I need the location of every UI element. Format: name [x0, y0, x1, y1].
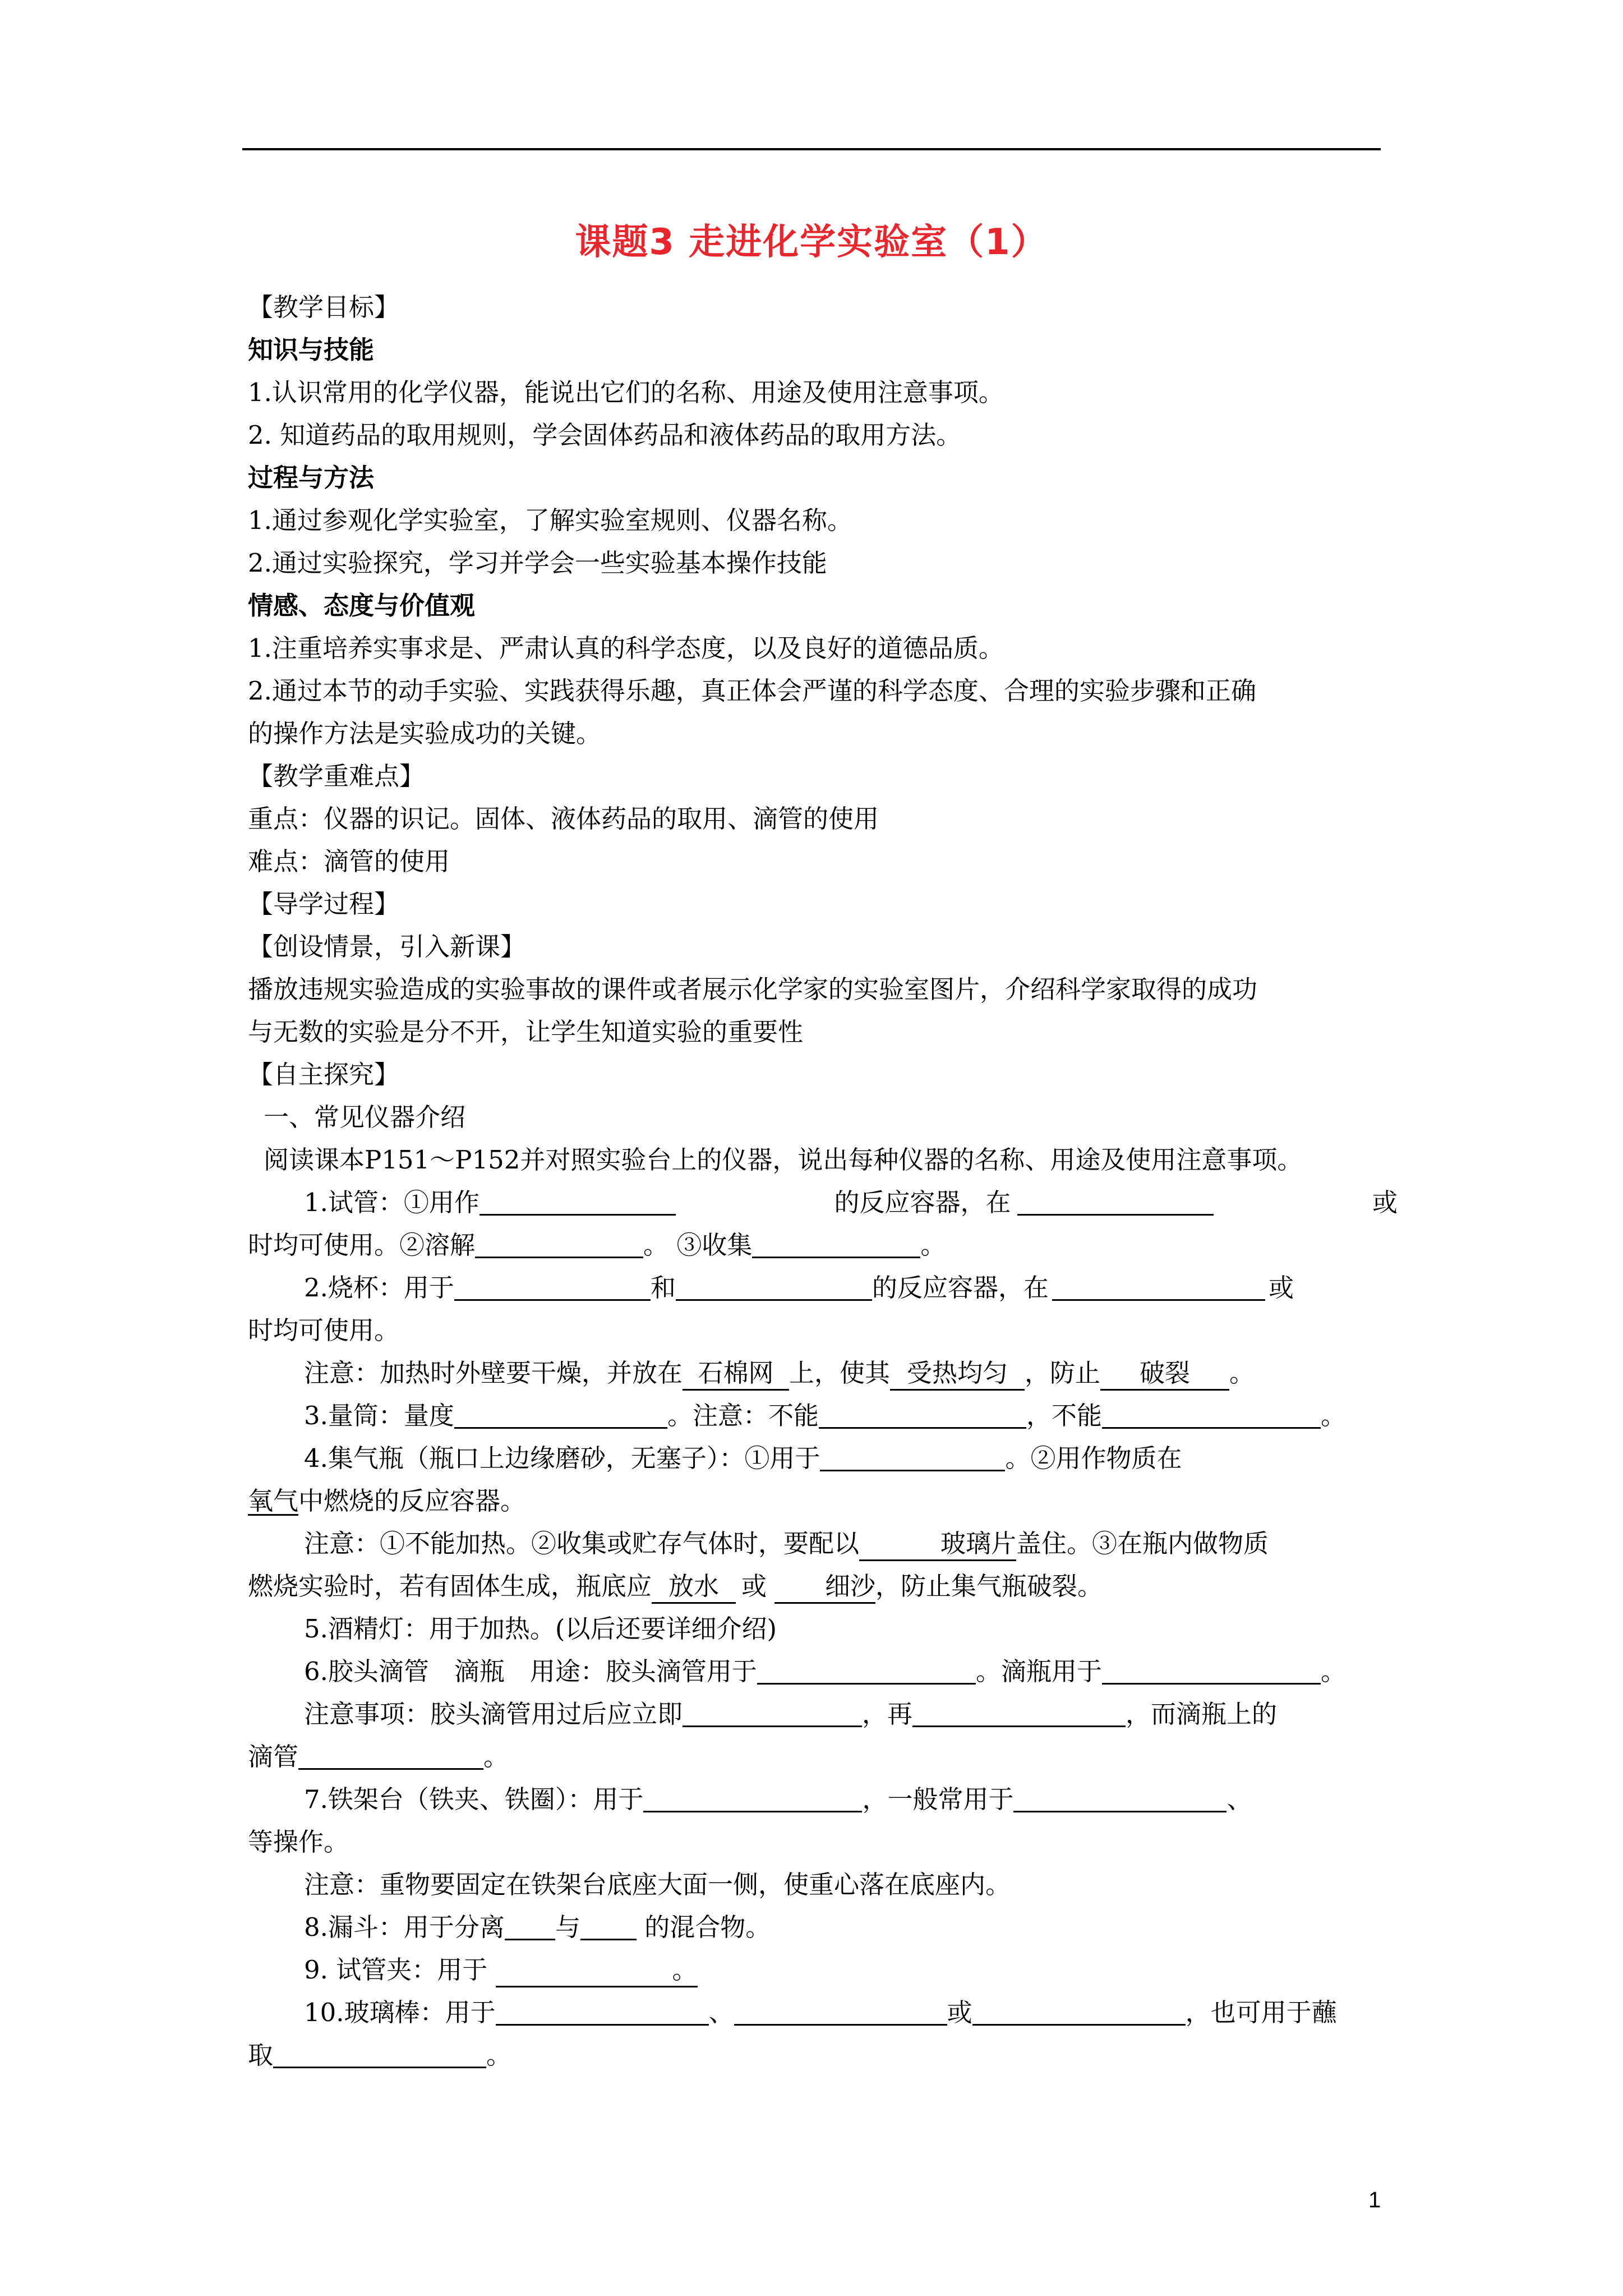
blank [1017, 1186, 1214, 1216]
heading-intro: 【创设情景，引入新课】 [248, 932, 526, 961]
heading-objectives: 【教学目标】 [248, 292, 400, 322]
heading-guide: 【导学过程】 [248, 889, 400, 919]
blank [1013, 1783, 1227, 1812]
emotion-item-2b: 的操作方法是实验成功的关键。 [248, 719, 602, 748]
item-1-line-1: 1.试管：①用作 的反应容器，在 或 [248, 1181, 1398, 1224]
document-body [248, 286, 1398, 2077]
blank [298, 1740, 483, 1770]
item-9-line: 9. 试管夹：用于 。 [248, 1949, 1398, 1991]
blank [1102, 1399, 1321, 1429]
blank [643, 1783, 862, 1812]
item-5-line: 5.酒精灯：用于加热。(以后还要详细介绍) [304, 1614, 777, 1644]
blank [475, 1228, 643, 1258]
blank [1052, 1271, 1265, 1301]
item-2-line-2: 时均可使用。 [248, 1315, 400, 1345]
item-4-note-1: 注意：①不能加热。②收集或贮存气体时，要配以 玻璃片盖住。③在瓶内做物质 [248, 1522, 1398, 1565]
item-7-note: 注意：重物要固定在铁架台底座大面一侧，使重心落在底座内。 [304, 1870, 1011, 1899]
section-1-heading: 一、常见仪器介绍 [264, 1102, 466, 1132]
difficult-point: 难点：滴管的使用 [248, 846, 450, 876]
item-6-note-2: 滴管 。 [248, 1736, 1398, 1778]
blank [496, 1996, 709, 2026]
process-item-1: 1.通过参观化学实验室，了解实验室规则、仪器名称。 [248, 505, 852, 535]
item-1-line-2: 时均可使用。②溶解 。 ③收集 。 [248, 1224, 1398, 1267]
heading-explore: 【自主探究】 [248, 1060, 400, 1089]
intro-text-b: 与无数的实验是分不开，让学生知道实验的重要性 [248, 1017, 804, 1047]
blank [757, 1655, 976, 1685]
subheading-knowledge: 知识与技能 [248, 335, 375, 365]
item-6-line: 6.胶头滴管 滴瓶 用途：胶头滴管用于 。滴瓶用于 。 [248, 1650, 1398, 1693]
blank [752, 1228, 920, 1258]
knowledge-item-1: 1.认识常用的化学仪器，能说出它们的名称、用途及使用注意事项。 [248, 378, 1004, 407]
blank [580, 1911, 637, 1940]
blank [820, 1442, 1005, 1471]
blank [676, 1271, 872, 1301]
page-title: 课题3 走进化学实验室（1） [575, 222, 1048, 263]
item-8-line: 8.漏斗：用于分离 与 的混合物。 [248, 1906, 1398, 1949]
key-point: 重点：仪器的识记。固体、液体药品的取用、滴管的使用 [248, 804, 879, 834]
reading-instruction: 阅读课本P151～P152并对照实验台上的仪器，说出每种仪器的名称、用途及使用注意事项。 [264, 1145, 1303, 1175]
blank [734, 1996, 947, 2026]
emotion-item-1: 1.注重培养实事求是、严肃认真的科学态度，以及良好的道德品质。 [248, 633, 1004, 663]
blank [505, 1911, 555, 1940]
page-number: 1 [1368, 2188, 1381, 2212]
blank [683, 1697, 862, 1727]
item-10-line-1: 10.玻璃棒：用于 、 或 ，也可用于蘸 [248, 1991, 1398, 2034]
blank [273, 2039, 486, 2068]
intro-text-a: 播放违规实验造成的实验事故的课件或者展示化学家的实验室图片，介绍科学家取得的成功 [248, 974, 1258, 1004]
item-4-line-2: 氧气中燃烧的反应容器。 [248, 1486, 526, 1516]
item-4-line-1: 4.集气瓶（瓶口上边缘磨砂，无塞子）：①用于 。②用作物质在 [248, 1437, 1398, 1480]
item-7-line-1: 7.铁架台（铁夹、铁圈）：用于 ，一般常用于 、 [248, 1778, 1398, 1821]
blank [819, 1399, 1026, 1429]
item-2-note: 注意：加热时外壁要干燥，并放在 石棉网 上，使其 受热均匀 ，防止 破裂 。 [248, 1352, 1398, 1395]
blank [454, 1271, 651, 1301]
subheading-process: 过程与方法 [248, 463, 375, 493]
item-2-line-1: 2.烧杯：用于 和 的反应容器，在 或 [248, 1267, 1398, 1309]
blank [454, 1399, 667, 1429]
blank [912, 1697, 1126, 1727]
header-rule [242, 148, 1381, 150]
blank [1102, 1655, 1321, 1685]
item-3-line: 3.量筒：量度 。注意：不能 ，不能 。 [248, 1395, 1398, 1437]
item-7-line-2: 等操作。 [248, 1827, 349, 1857]
blank [479, 1186, 676, 1216]
item-6-note-1: 注意事项：胶头滴管用过后应立即 ，再 ，而滴瓶上的 [248, 1693, 1398, 1736]
process-item-2: 2.通过实验探究，学习并学会一些实验基本操作技能 [248, 548, 827, 578]
item-10-line-2: 取 。 [248, 2034, 1398, 2077]
knowledge-item-2: 2. 知道药品的取用规则，学会固体药品和液体药品的取用方法。 [248, 420, 962, 450]
heading-keypoints: 【教学重难点】 [248, 761, 425, 791]
item-4-note-2: 燃烧实验时，若有固体生成，瓶底应 放水 或 细沙，防止集气瓶破裂。 [248, 1565, 1398, 1608]
blank [972, 1996, 1186, 2026]
emotion-item-2a: 2.通过本节的动手实验、实践获得乐趣，真正体会严谨的科学态度、合理的实验步骤和正确 [248, 676, 1256, 706]
subheading-emotion: 情感、态度与价值观 [248, 591, 476, 620]
